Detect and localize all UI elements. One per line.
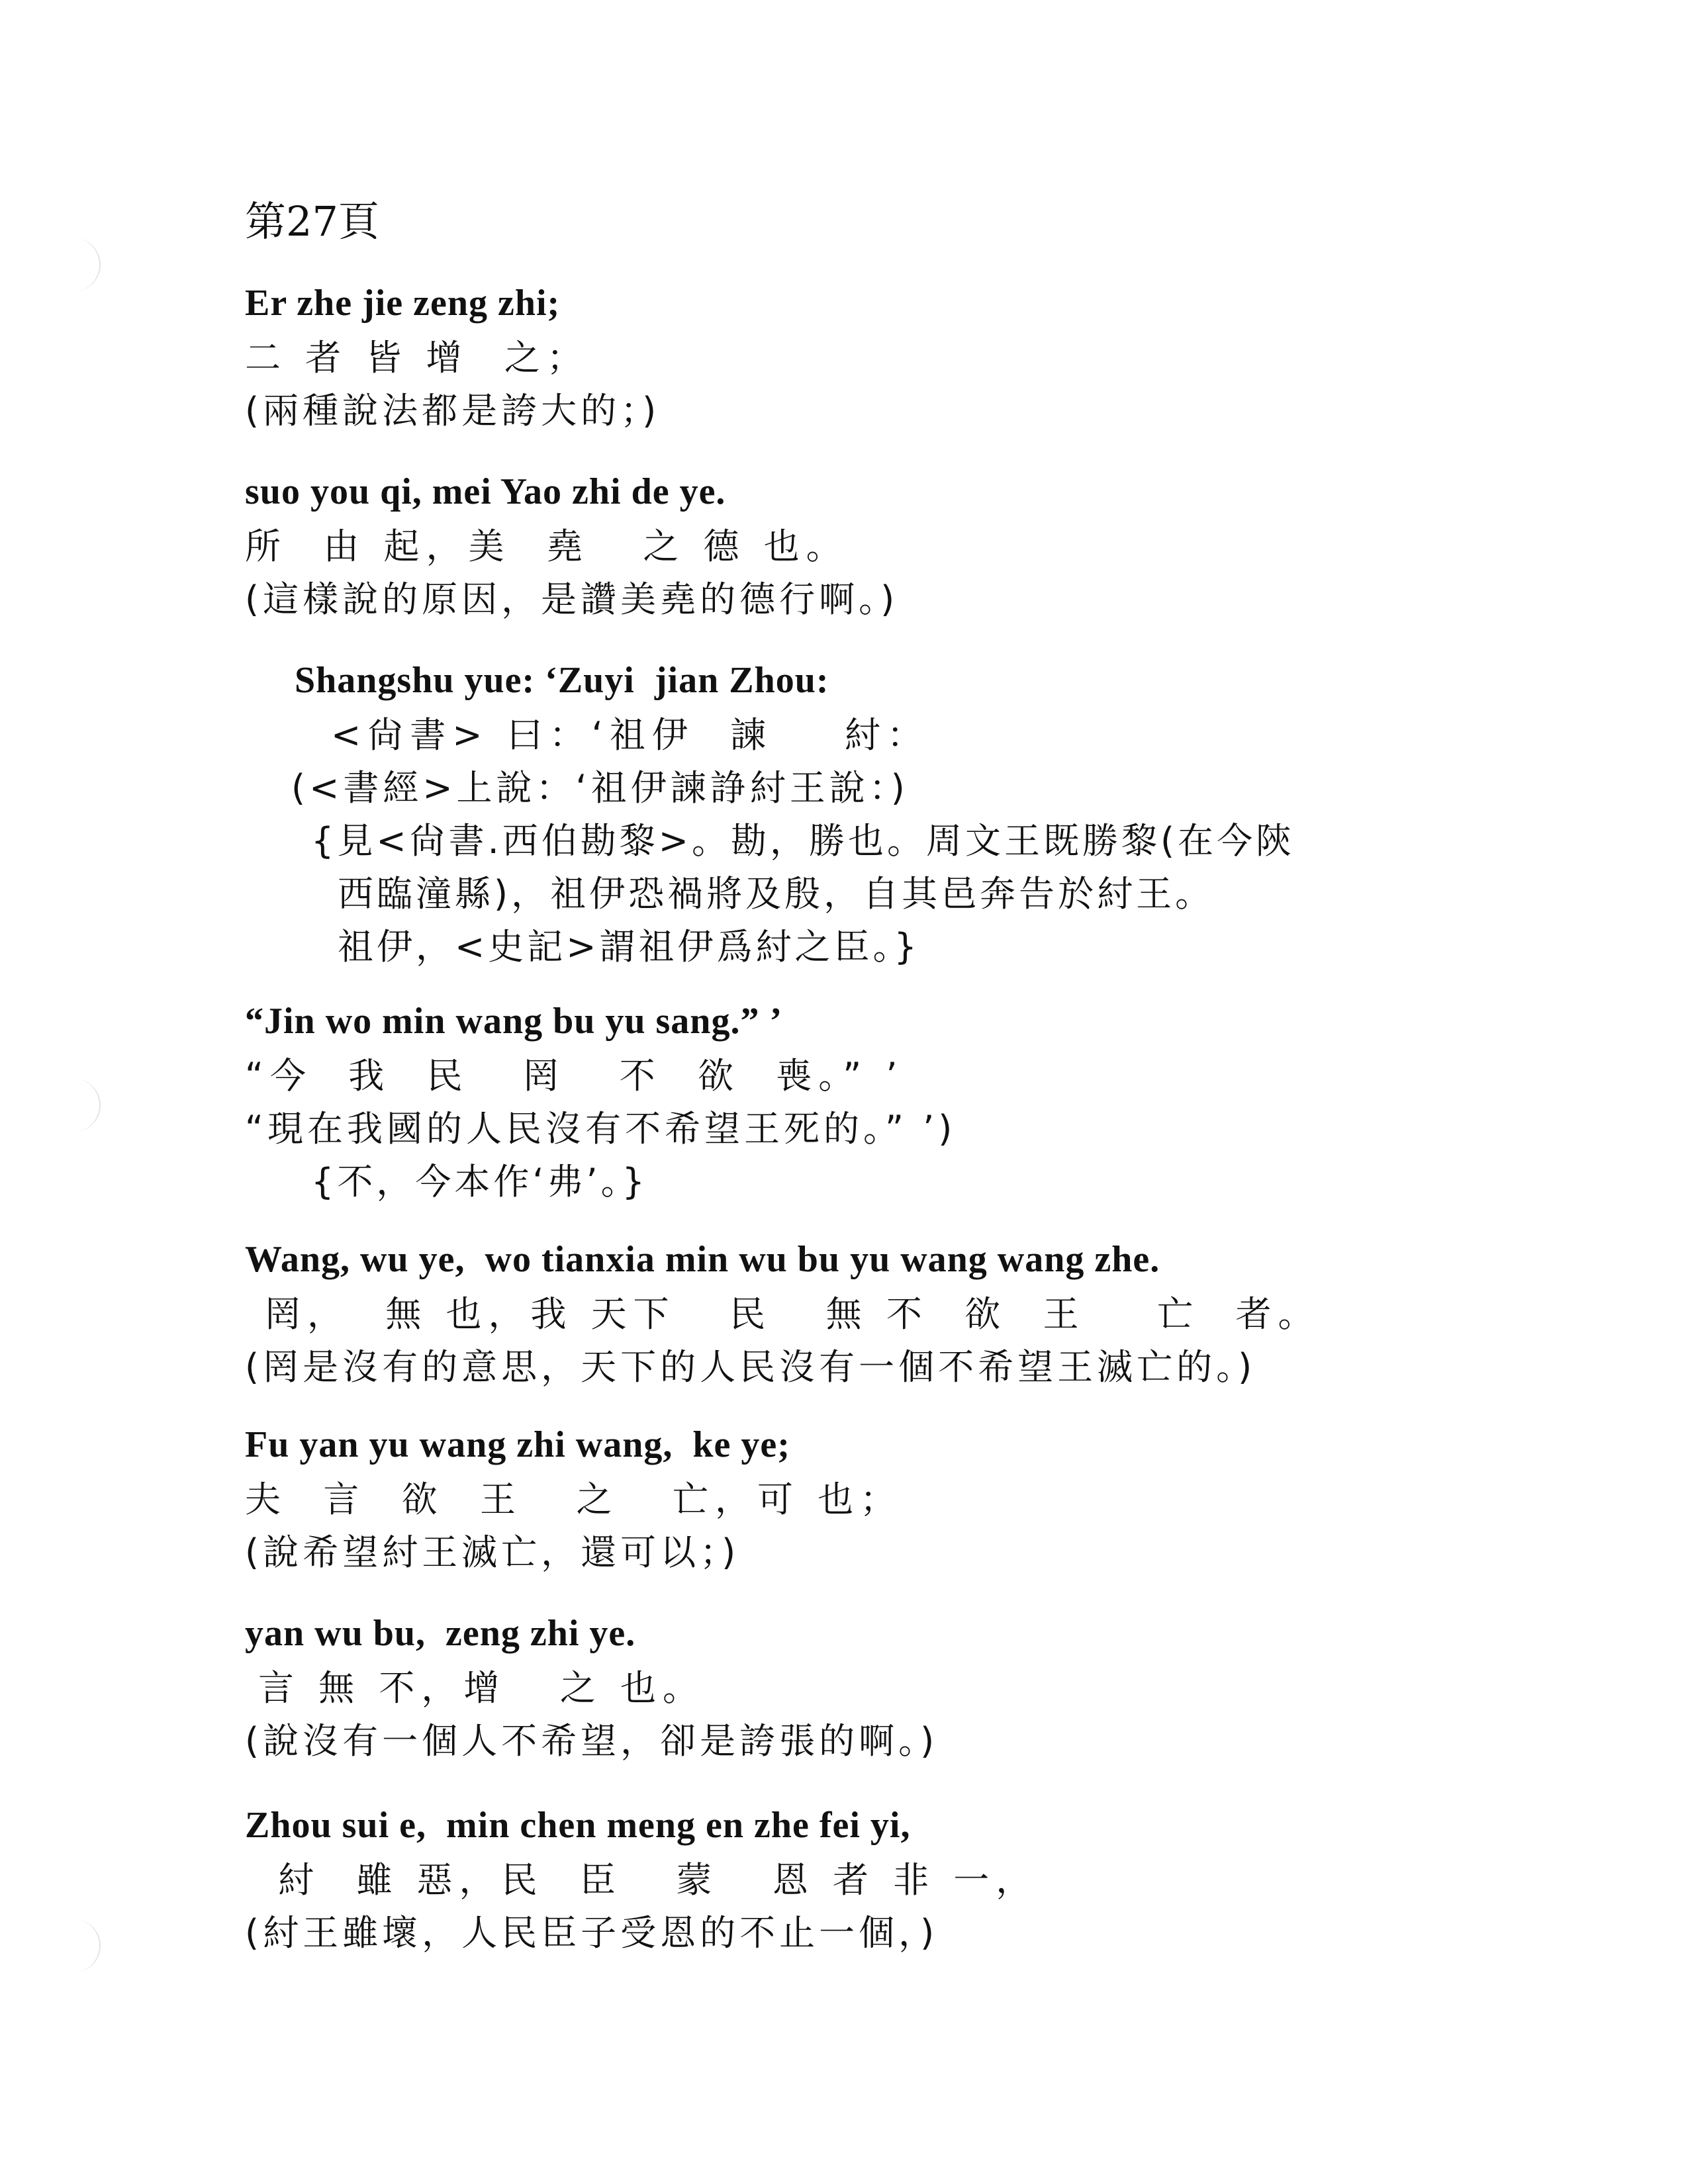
commentary-line: {見<尙書.西伯勘黎>。勘，勝也。周文王既勝黎(在今陝 [311,820,1295,862]
punch-hole-shadow [0,1919,101,1972]
chinese-line: “今 我 民 罔 不 欲 喪。” ’ [245,1055,904,1097]
passage [245,450,1569,626]
pinyin-line: Shangshu yue: ‘Zuyi jian Zhou: [295,660,829,701]
passage [245,1592,1569,1768]
commentary-line: 西臨潼縣)，祖伊恐禍將及殷，自其邑奔告於紂王。 [338,873,1215,915]
translation-line: “現在我國的人民沒有不希望王死的。” ’) [245,1108,957,1150]
chinese-line: 所 由 起，美 堯 之 德 也。 [245,525,849,567]
chinese-line: 夫 言 欲 王 之 亡，可 也； [245,1479,903,1520]
chinese-line: 紂 雖 惡，民 臣 蒙 恩 者 非 一， [278,1859,1039,1901]
passage [245,1218,1569,1394]
chinese-line: 二 者 皆 增 之； [245,337,589,379]
passage [245,1784,1569,1960]
passage [245,639,1569,974]
chinese-line: 言 無 不，增 之 也。 [258,1667,705,1709]
translation-line: (說希望紂王滅亡，還可以；) [245,1531,740,1573]
translation-line: (罔是沒有的意思，天下的人民沒有一個不希望王滅亡的。) [245,1346,1256,1388]
translation-line: (<書經>上說：‘祖伊諫諍紂王說：) [291,767,909,809]
punch-hole-shadow [0,238,101,291]
commentary-line: 祖伊，<史記>謂祖伊爲紂之臣。} [338,926,920,968]
pinyin-line: Fu yan yu wang zhi wang, ke ye; [245,1424,790,1465]
translation-line: (兩種說法都是誇大的；) [245,390,661,432]
punch-hole-shadow [0,1079,101,1132]
passage [245,1403,1569,1579]
commentary-line: {不，今本作‘弗’。} [311,1161,649,1203]
translation-line: (紂王雖壞，人民臣子受恩的不止一個，) [245,1912,939,1954]
pinyin-line: Er zhe jie zeng zhi; [245,283,561,324]
passage [245,979,1569,1208]
translation-line: (這樣說的原因，是讚美堯的德行啊。) [245,578,899,620]
chinese-line: 罔， 無 也，我 天下 民 無 不 欲 王 亡 者。 [265,1293,1321,1335]
pinyin-line: Wang, wu ye, wo tianxia min wu bu yu wang wang zhe. [245,1239,1160,1280]
page-number: 第27頁 [245,197,379,246]
pinyin-line: Zhou sui e, min chen meng en zhe fei yi, [245,1805,911,1846]
chinese-line: <尙書> 曰：‘祖伊 諫 紂： [331,714,929,756]
pinyin-line: suo you qi, mei Yao zhi de ye. [245,471,726,512]
pinyin-line: yan wu bu, zeng zhi ye. [245,1613,636,1654]
translation-line: (說沒有一個人不希望，卻是誇張的啊。) [245,1720,939,1762]
pinyin-line: “Jin wo min wang bu yu sang.” ’ [245,1001,783,1042]
passage [245,261,1569,437]
